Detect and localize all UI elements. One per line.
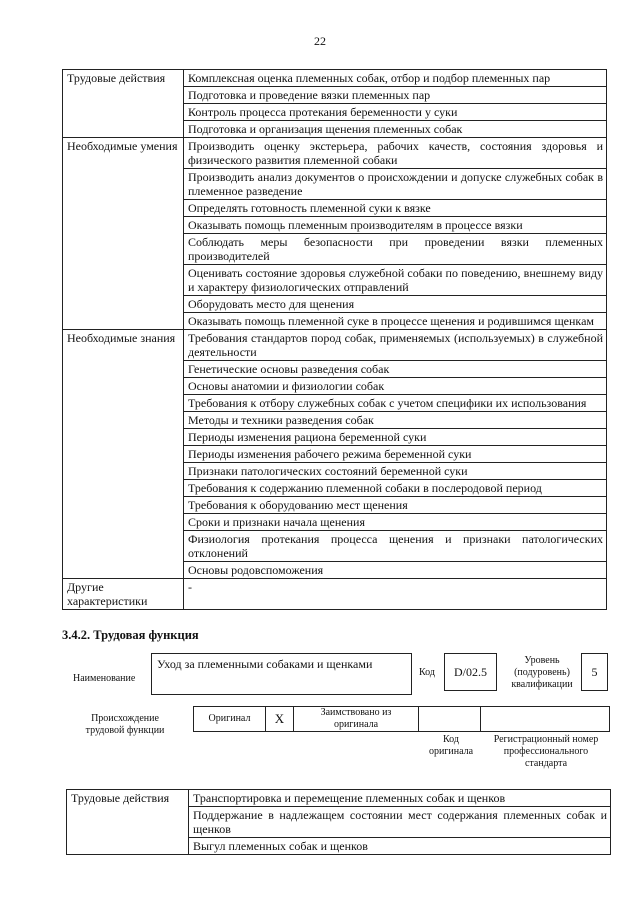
code-original-line2: оригинала (428, 746, 474, 757)
code-label: Код (419, 667, 435, 678)
level-label-line2: (подуровень) (514, 667, 570, 678)
row-item: Сроки и признаки начала щенения (184, 514, 607, 531)
row-item: Поддержание в надлежащем состоянии мест содержания племенных собак и щенков (189, 807, 611, 838)
row-item: Методы и техники разведения собак (184, 412, 607, 429)
code-original-line1: Код (443, 734, 459, 745)
registration-label-line1: Регистрационный номер (493, 734, 599, 745)
row-item: Требования к отбору служебных собак с учетом специфики их использования (184, 395, 607, 412)
original-mark: X (266, 707, 294, 732)
row-label: Другие характеристики (63, 579, 184, 610)
original-code-cell (419, 707, 481, 732)
row-item: Признаки патологических состояний беременной суки (184, 463, 607, 480)
requirements-table (62, 69, 607, 610)
row-item: Оказывать помощь племенной суке в процессе щенения и родившимся щенкам (184, 313, 607, 330)
function-name-value: Уход за племенными собаками и щенками (151, 653, 412, 695)
name-label: Наименование (73, 673, 136, 684)
row-item: Требования к оборудованию мест щенения (184, 497, 607, 514)
row-item: - (184, 579, 607, 610)
row-item: Подготовка и проведение вязки племенных пар (184, 87, 607, 104)
section-heading: 3.4.2. Трудовая функция (62, 628, 199, 642)
row-item: Комплексная оценка племенных собак, отбор и подбор племенных пар (184, 70, 607, 87)
row-label: Трудовые действия (63, 70, 184, 138)
row-item: Требования к содержанию племенной собаки в послеродовой период (184, 480, 607, 497)
row-item: Оценивать состояние здоровья служебной собаки по поведению, внешнему виду и характеру физиологических отправлений (184, 265, 607, 296)
row-label: Необходимые знания (63, 330, 184, 579)
table-row (63, 579, 607, 610)
registration-number-cell (481, 707, 610, 732)
qualification-level-value: 5 (581, 653, 608, 691)
page-number: 22 (314, 34, 326, 48)
origin-label (70, 713, 180, 737)
original-label: Оригинал (194, 707, 266, 732)
row-item: Оказывать помощь племенным производителям в процессе вязки (184, 217, 607, 234)
table-row (63, 70, 607, 87)
row-item: Основы родовспоможения (184, 562, 607, 579)
row-item: Контроль процесса протекания беременности у суки (184, 104, 607, 121)
row-item: Физиология протекания процесса щенения и признаки патологических отклонений (184, 531, 607, 562)
row-item: Требования стандартов пород собак, применяемых (используемых) в служебной деятельности (184, 330, 607, 361)
row-item: Оборудовать место для щенения (184, 296, 607, 313)
origin-label-line2: трудовой функции (85, 725, 165, 736)
row-item: Определять готовность племенной суки к вязке (184, 200, 607, 217)
function-code-value: D/02.5 (444, 653, 497, 691)
row-item: Основы анатомии и физиологии собак (184, 378, 607, 395)
borrowed-label-line1: Заимствовано из (320, 707, 392, 718)
origin-label-line1: Происхождение (91, 713, 159, 724)
registration-label-line2: профессионального (503, 746, 589, 757)
level-label (505, 655, 579, 691)
row-item: Выгул племенных собак и щенков (189, 838, 611, 855)
row-item: Генетические основы разведения собак (184, 361, 607, 378)
row-item: Производить анализ документов о происхождении и допуске служебных собак в племенное разведение (184, 169, 607, 200)
table-row (63, 330, 607, 361)
origin-table (193, 706, 610, 732)
row-item: Периоды изменения рабочего режима беременной суки (184, 446, 607, 463)
labor-actions-table (66, 789, 611, 855)
borrowed-label (294, 707, 419, 732)
registration-label-line3: стандарта (524, 758, 568, 769)
row-label: Необходимые умения (63, 138, 184, 330)
row-item: Производить оценку экстерьера, рабочих качеств, состояния здоровья и физического развития племенной собаки (184, 138, 607, 169)
registration-number-label (482, 734, 610, 770)
level-label-line1: Уровень (524, 655, 560, 666)
row-item: Соблюдать меры безопасности при проведении вязки племенных производителей (184, 234, 607, 265)
row-item: Подготовка и организация щенения племенных собак (184, 121, 607, 138)
row-item: Транспортировка и перемещение племенных собак и щенков (189, 790, 611, 807)
table-row (63, 138, 607, 169)
table-row (67, 790, 611, 807)
row-item: Периоды изменения рациона беременной суки (184, 429, 607, 446)
code-original-label (420, 734, 482, 758)
borrowed-label-line2: оригинала (333, 719, 379, 730)
level-label-line3: квалификации (511, 679, 573, 690)
row-label: Трудовые действия (67, 790, 189, 855)
